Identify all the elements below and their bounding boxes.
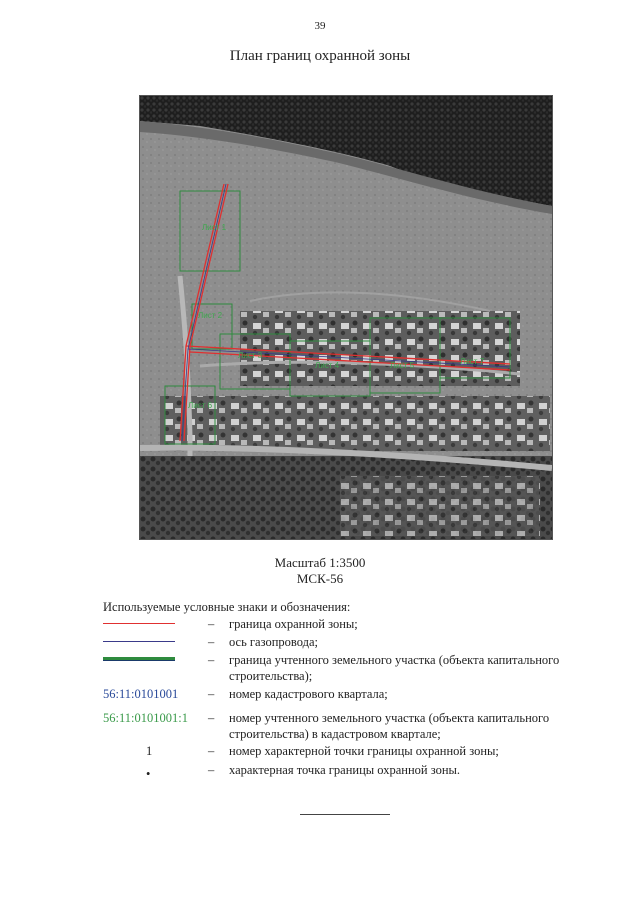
green-line-symbol: [103, 657, 175, 661]
aerial-map: [139, 95, 553, 540]
legend-description: номер кадастрового квартала;: [229, 687, 388, 701]
page-number: 39: [314, 20, 326, 32]
blue-line-symbol: [103, 641, 175, 642]
legend-description: ось газопровода;: [229, 635, 319, 649]
scale-text: Масштаб 1:3500: [274, 555, 366, 570]
legend-dash: –: [208, 653, 215, 667]
map-label: Лист 2: [198, 311, 223, 320]
legend-description: номер учтенного земельного участка (объекта капитального строительства) в кадастровом квартале;: [229, 711, 550, 741]
legend-description: граница охранной зоны;: [229, 617, 358, 631]
footer-divider: [300, 814, 390, 815]
legend-dash: –: [208, 617, 215, 631]
legend-dash: –: [208, 711, 215, 725]
legend-dash: –: [208, 744, 215, 758]
legend-description: характерная точка границы охранной зоны.: [229, 763, 461, 777]
quarter-number-symbol: 56:11:0101001: [103, 687, 179, 701]
red-line-symbol: [103, 623, 175, 624]
legend-heading: Используемые условные знаки и обозначения:: [103, 600, 351, 614]
legend-description: номер характерной точки границы охранной зоны;: [229, 744, 499, 758]
coordinate-system: МСК-56: [296, 571, 344, 586]
legend-dash: –: [208, 635, 215, 649]
legend-dash: –: [208, 687, 215, 701]
legend-description: граница учтенного земельного участка (объекта капитального строительства);: [229, 653, 560, 683]
map-label: Лист 5: [390, 361, 415, 370]
point-number-symbol: 1: [146, 744, 153, 758]
parcel-number-symbol: 56:11:0101001:1: [103, 711, 188, 725]
legend-dash: –: [208, 763, 215, 777]
page-title: План границ охранной зоны: [229, 48, 411, 64]
map-label: Лист 6: [188, 401, 213, 410]
map-label: Лист 7: [460, 357, 485, 366]
map-label: Лист 3: [238, 351, 263, 360]
map-label: Лист 4: [315, 361, 340, 370]
scale-block: [0, 555, 640, 587]
map-label: Лист 1: [202, 223, 227, 232]
map-canvas: [140, 96, 552, 539]
point-symbol: •: [146, 767, 151, 781]
